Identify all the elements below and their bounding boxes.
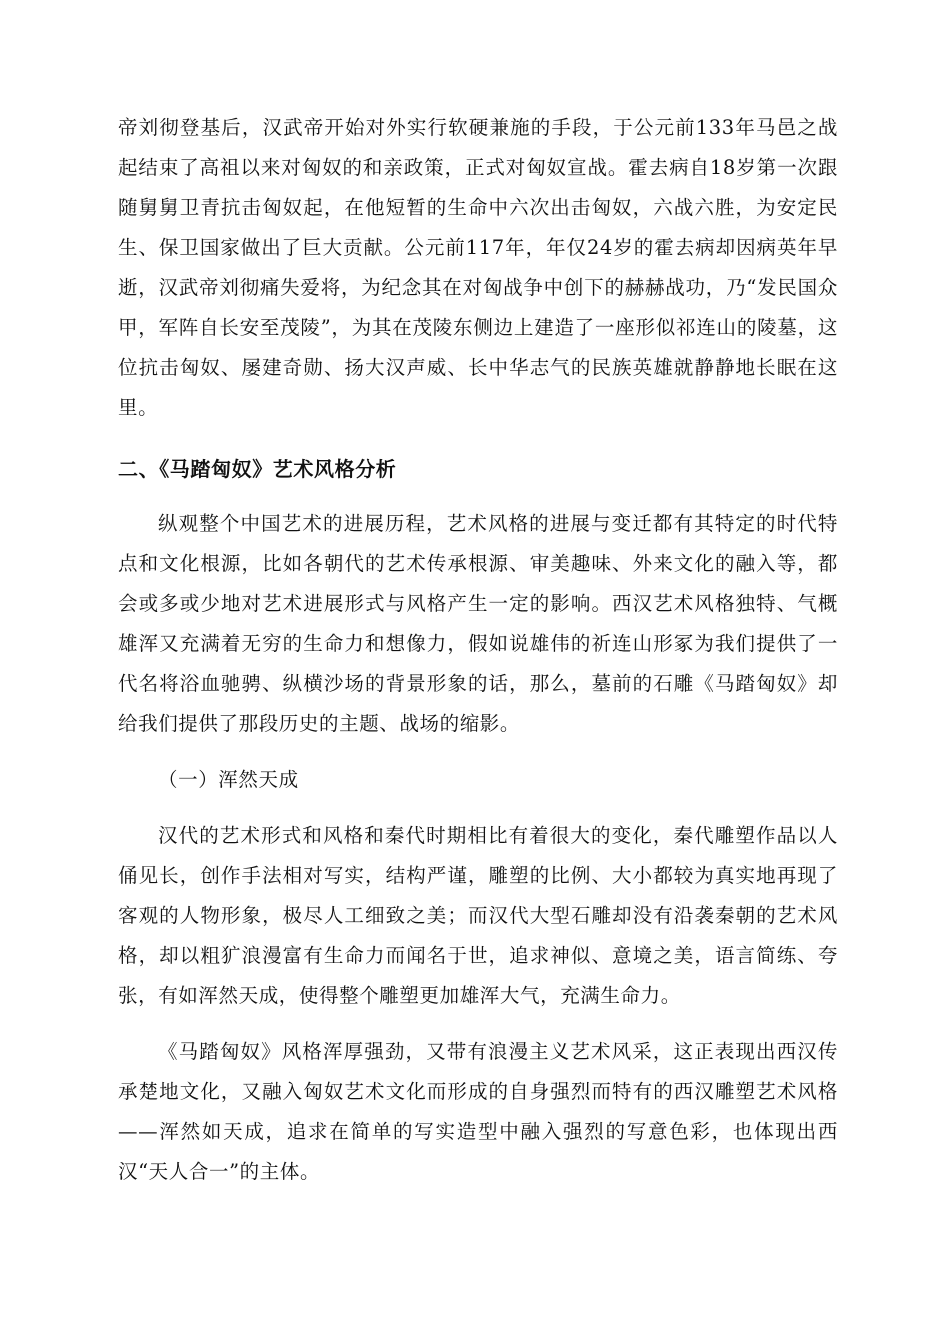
- paragraph-han-vs-qin: 汉代的艺术形式和风格和秦代时期相比有着很大的变化，秦代雕塑作品以人俑见长，创作手法相对写实，结构严谨，雕塑的比例、大小都较为真实地再现了客观的人物形象，极尽人工细致之美；而汉代大型石雕却没有沿袭秦朝的艺术风格，却以粗犷浪漫富有生命力而闻名于世，追求神似、意境之美，语言简练、夸张，有如浑然天成，使得整个雕塑更加雄浑大气，充满生命力。: [118, 824, 838, 1007]
- subheading-natural-form: （一）浑然天成: [158, 768, 299, 791]
- paragraph-continuation: 帝刘彻登基后，汉武帝开始对外实行软硬兼施的手段，于公元前133年马邑之战起结束了高祖以来对匈奴的和亲政策，正式对匈奴宣战。霍去病自18岁第一次跟随舅舅卫青抗击匈奴起，在他短暂的生命中六次出击匈奴，六战六胜，为安定民生、保卫国家做出了巨大贡献。公元前117年，年仅24岁的霍去病却因病英年早逝，汉武帝刘彻痛失爱将，为纪念其在对匈战争中创下的赫赫战功，乃“发民国众甲，军阵自长安至茂陵”，为其在茂陵东侧边上建造了一座形似祁连山的陵墓，这位抗击匈奴、屡建奇勋、扬大汉声威、长中华志气的民族英雄就静静地长眠在这里。: [118, 116, 838, 419]
- paragraph-horse-trampling-style: 《马踏匈奴》风格浑厚强劲，又带有浪漫主义艺术风采，这正表现出西汉传承楚地文化，又融入匈奴艺术文化而形成的自身强烈而特有的西汉雕塑艺术风格——浑然如天成，追求在简单的写实造型中融入强烈的写意色彩，也体现出西汉“天人合一”的主体。: [118, 1040, 838, 1183]
- paragraph-art-style-intro: 纵观整个中国艺术的进展历程，艺术风格的进展与变迁都有其特定的时代特点和文化根源，比如各朝代的艺术传承根源、审美趣味、外来文化的融入等，都会或多或少地对艺术进展形式与风格产生一定的影响。西汉艺术风格独特、气概雄浑又充满着无穷的生命力和想像力，假如说雄伟的祈连山形冢为我们提供了一代名将浴血驰骋、纵横沙场的背景形象的话，那么，墓前的石雕《马踏匈奴》却给我们提供了那段历史的主题、战场的缩影。: [118, 512, 838, 735]
- document-body: [118, 108, 838, 1192]
- section-heading-art-style: 二、《马踏匈奴》艺术风格分析: [118, 457, 397, 481]
